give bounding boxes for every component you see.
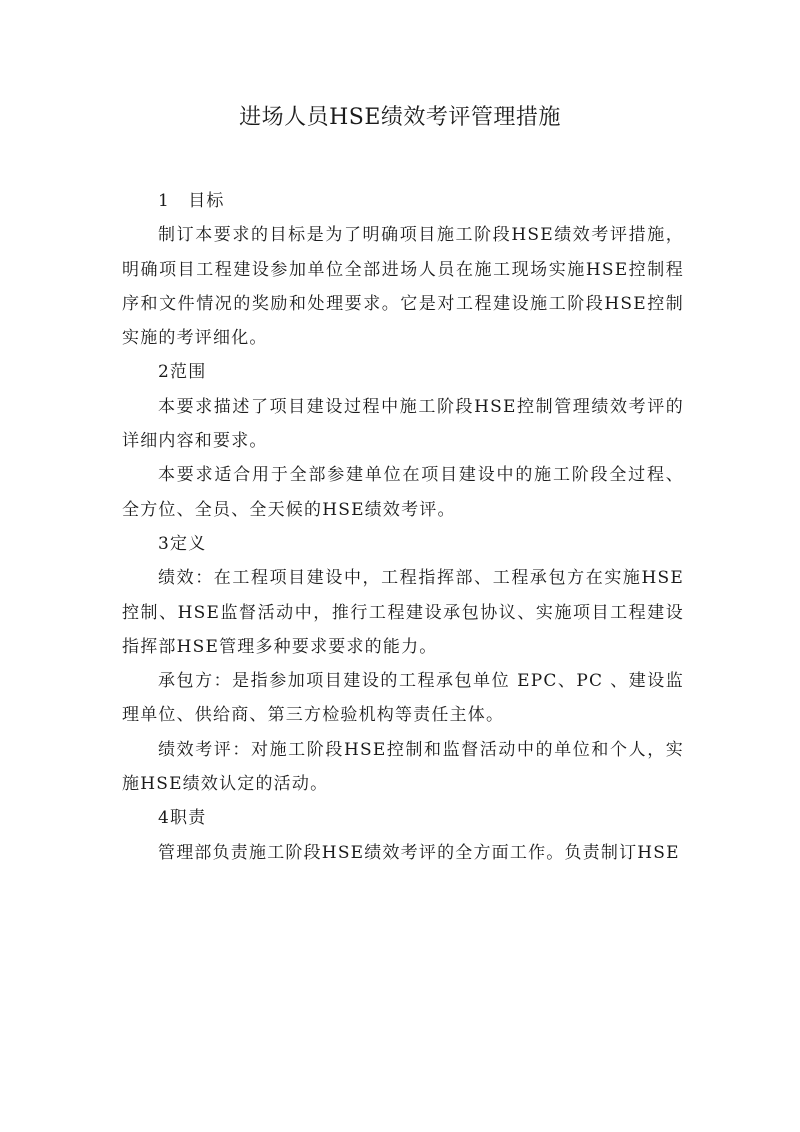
paragraph-definition-evaluation: 绩效考评：对施工阶段HSE控制和监督活动中的单位和个人，实施HSE绩效认定的活动。	[122, 739, 684, 795]
section-heading-definitions: 3定义	[158, 533, 207, 554]
paragraph-goal: 制订本要求的目标是为了明确项目施工阶段HSE绩效考评措施，明确项目工程建设参加单位全部进场人员在施工现场实施HSE控制程序和文件情况的奖励和处理要求。它是对工程建设施工阶段HSE控制实施的考评细化。	[122, 225, 684, 349]
paragraph-responsibilities: 管理部负责施工阶段HSE绩效考评的全方面工作。负责制订HSE	[158, 842, 680, 863]
paragraph-scope-applicability: 本要求适合用于全部参建单位在项目建设中的施工阶段全过程、全方位、全员、全天候的HSE绩效考评。	[122, 465, 684, 520]
paragraph-definition-performance: 绩效：在工程项目建设中，工程指挥部、工程承包方在实施HSE控制、HSE监督活动中，推行工程建设承包协议、实施项目工程建设指挥部HSE管理多种要求要求的能力。	[122, 568, 684, 657]
document-body	[122, 184, 684, 870]
document-title: 进场人员HSE绩效考评管理措施	[239, 105, 561, 130]
section-heading-scope: 2范围	[158, 362, 207, 383]
paragraph-definition-contractor: 承包方：是指参加项目建设的工程承包单位 EPC、PC 、建设监理单位、供给商、第三方检验机构等责任主体。	[122, 671, 684, 726]
paragraph-scope-description: 本要求描述了项目建设过程中施工阶段HSE控制管理绩效考评的详细内容和要求。	[122, 396, 684, 452]
section-heading-responsibilities: 4职责	[158, 808, 207, 829]
section-heading-goal: 1 目标	[158, 191, 225, 211]
